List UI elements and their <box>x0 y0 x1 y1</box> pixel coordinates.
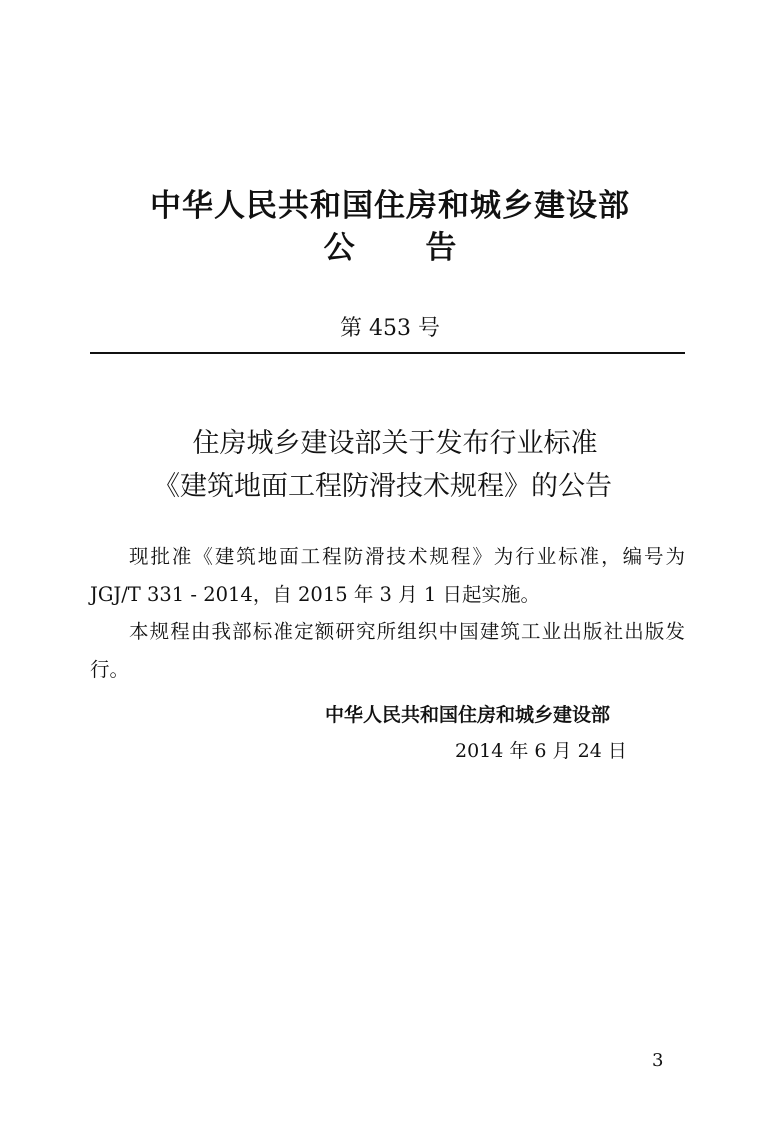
signature-date: 2014 年 6 月 24 日 <box>455 740 627 762</box>
announcement-heading-line1: 住房城乡建设部关于发布行业标准 <box>192 428 598 459</box>
page-number: 3 <box>652 1050 664 1071</box>
document-type: 公 告 <box>323 230 457 266</box>
issuer-title: 中华人民共和国住房和城乡建设部 <box>150 188 630 224</box>
announcement-heading-line2: 《建筑地面工程防滑技术规程》的公告 <box>153 471 612 502</box>
announcement-body <box>90 538 685 688</box>
body-paragraph: 现批准《建筑地面工程防滑技术规程》为行业标准，编号为 JGJ/T 331 - 2014，自 2015 年 3 月 1 日起实施。 <box>90 545 685 606</box>
signature-org: 中华人民共和国住房和城乡建设部 <box>325 704 611 726</box>
announcement-number: 第 453 号 <box>340 316 440 341</box>
header-divider <box>90 352 685 354</box>
body-paragraph: 本规程由我部标准定额研究所组织中国建筑工业出版社出版发行。 <box>90 620 685 681</box>
